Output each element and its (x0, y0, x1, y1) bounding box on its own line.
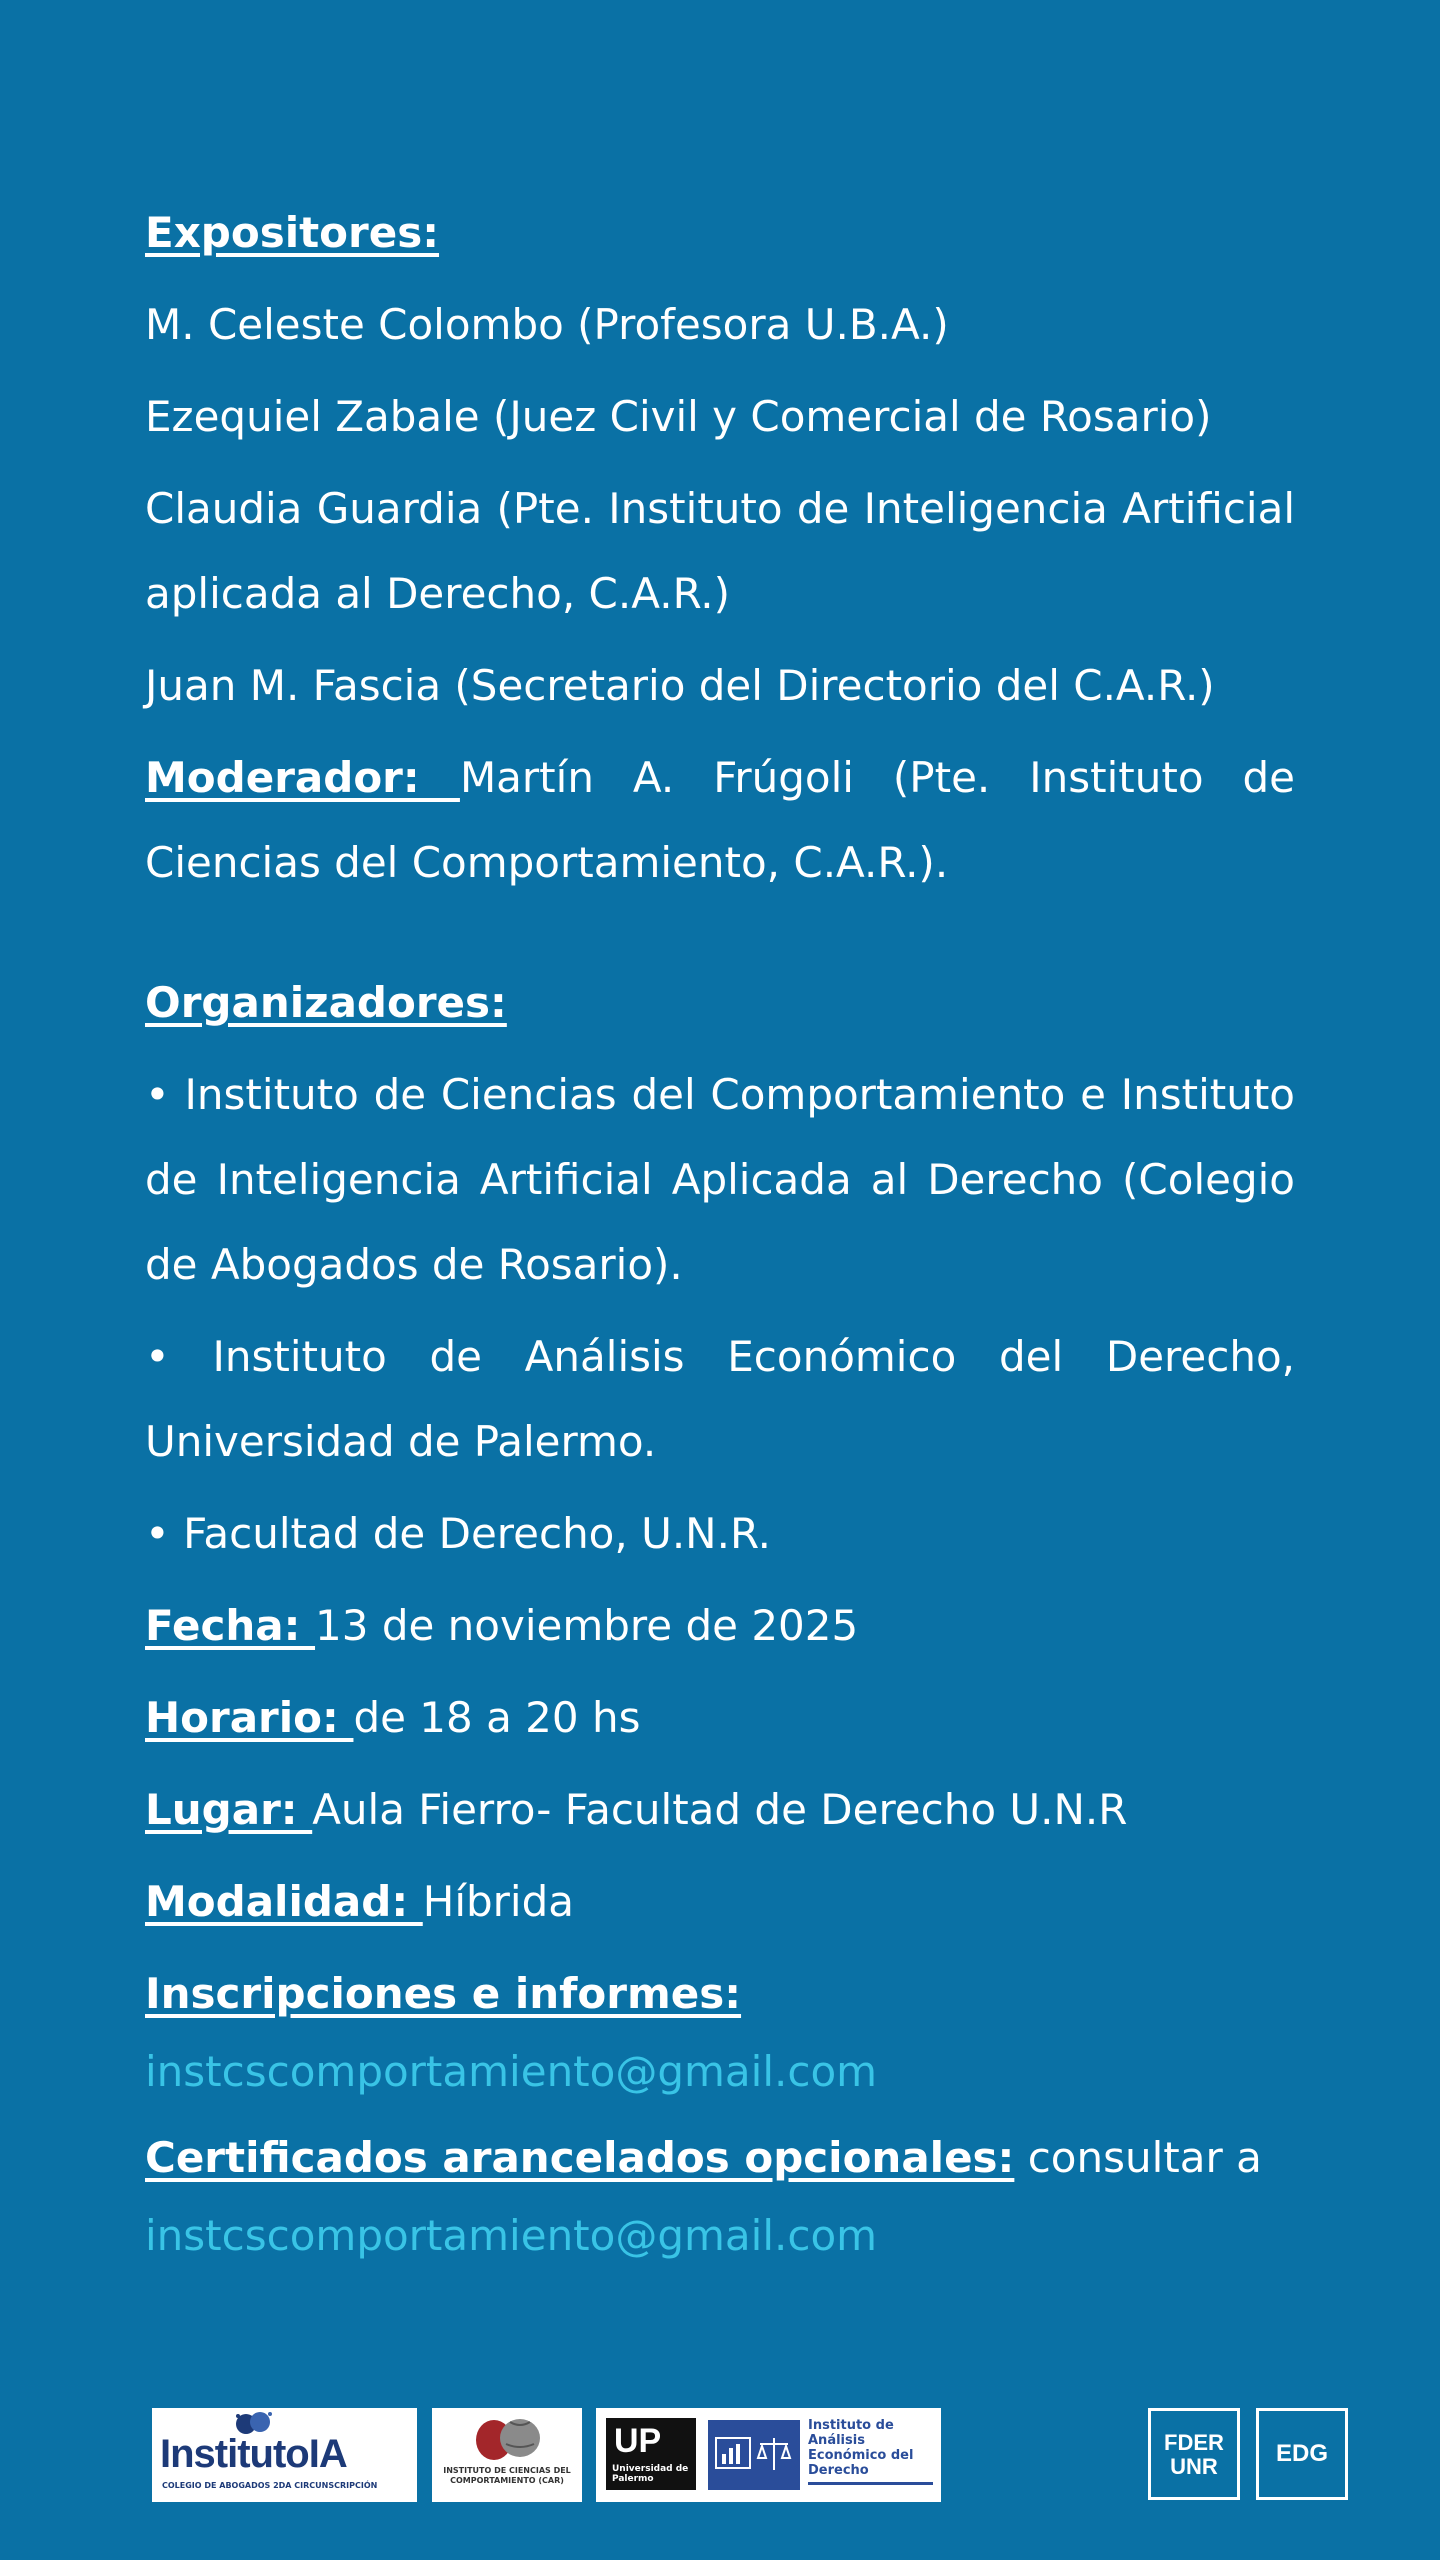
instituto-ia-subtitle: COLEGIO DE ABOGADOS 2DA CIRCUNSCRIPCIÓN (162, 2481, 378, 2490)
instituto-ia-wordmark: InstitutoIA (160, 2432, 347, 2476)
certificados-line (145, 2115, 1295, 2200)
fder-unr-badge: FDER UNR (1148, 2408, 1240, 2500)
inscripciones-email-link[interactable]: instcscomportamiento@gmail.com (145, 2047, 878, 2096)
certificados-email-line (145, 2200, 1295, 2272)
organizador-2: • Instituto de Análisis Económico del Derecho, Universidad de Palermo. (145, 1332, 1295, 1466)
organizadores-heading: Organizadores: (145, 978, 507, 1027)
horario-label: Horario: (145, 1693, 354, 1742)
certificados-text: consultar a (1014, 2133, 1262, 2182)
edg-badge: EDG (1256, 2408, 1348, 2500)
moderador-line (145, 735, 1295, 905)
analisis-economico-text: Instituto de Análisis Económico del Derecho (808, 2418, 933, 2485)
certificados-email-link[interactable]: instcscomportamiento@gmail.com (145, 2211, 878, 2260)
modalidad-label: Modalidad: (145, 1877, 423, 1926)
fecha-value: 13 de noviembre de 2025 (315, 1601, 859, 1650)
fecha-label: Fecha: (145, 1601, 316, 1650)
chart-scale-icon (708, 2420, 800, 2490)
expositor-4: Juan M. Fascia (Secretario del Directorio del C.A.R.) (145, 661, 1215, 710)
expositor-1: M. Celeste Colombo (Profesora U.B.A.) (145, 300, 949, 349)
flyer-content (145, 190, 1295, 2279)
moderador-value: Martín A. Frúgoli (Pte. Instituto de Ciencias del Comportamiento, C.A.R.). (145, 753, 1295, 887)
expositores-heading: Expositores: (145, 208, 440, 257)
organizador-1: • Instituto de Ciencias del Comportamiento e Instituto de Inteligencia Artificial Aplicada al Derecho (Colegio de Abogados de Rosario). (145, 1070, 1295, 1289)
horario-line (145, 1675, 1295, 1760)
ciencias-comportamiento-logo (432, 2408, 582, 2502)
instituto-ia-logo (152, 2408, 417, 2502)
up-badge: UP Universidad de Palermo (606, 2418, 696, 2490)
inscripciones-label: Inscripciones e informes: (145, 1969, 742, 2018)
lugar-label: Lugar: (145, 1785, 313, 1834)
inscripciones-email-line (145, 2036, 1295, 2108)
inscripciones-line (145, 1951, 1295, 2036)
expositor-2: Ezequiel Zabale (Juez Civil y Comercial de Rosario) (145, 392, 1212, 441)
moderador-label: Moderador: (145, 753, 460, 802)
heart-brain-icon (470, 2414, 544, 2464)
organizador-3: • Facultad de Derecho, U.N.R. (145, 1509, 771, 1558)
ciencias-comportamiento-text: INSTITUTO DE CIENCIAS DEL COMPORTAMIENTO (CAR) (443, 2466, 571, 2485)
fecha-line (145, 1583, 1295, 1668)
logo-strip (0, 2408, 1440, 2504)
certificados-label: Certificados arancelados opcionales: (145, 2133, 1015, 2182)
universidad-palermo-logo (596, 2408, 941, 2502)
lugar-line (145, 1767, 1295, 1852)
lugar-value: Aula Fierro- Facultad de Derecho U.N.R (312, 1785, 1128, 1834)
horario-value: de 18 a 20 hs (353, 1693, 641, 1742)
modalidad-value: Híbrida (422, 1877, 574, 1926)
expositor-3: Claudia Guardia (Pte. Instituto de Inteligencia Artificial aplicada al Derecho, C.A.R.) (145, 484, 1295, 618)
modalidad-line (145, 1859, 1295, 1944)
